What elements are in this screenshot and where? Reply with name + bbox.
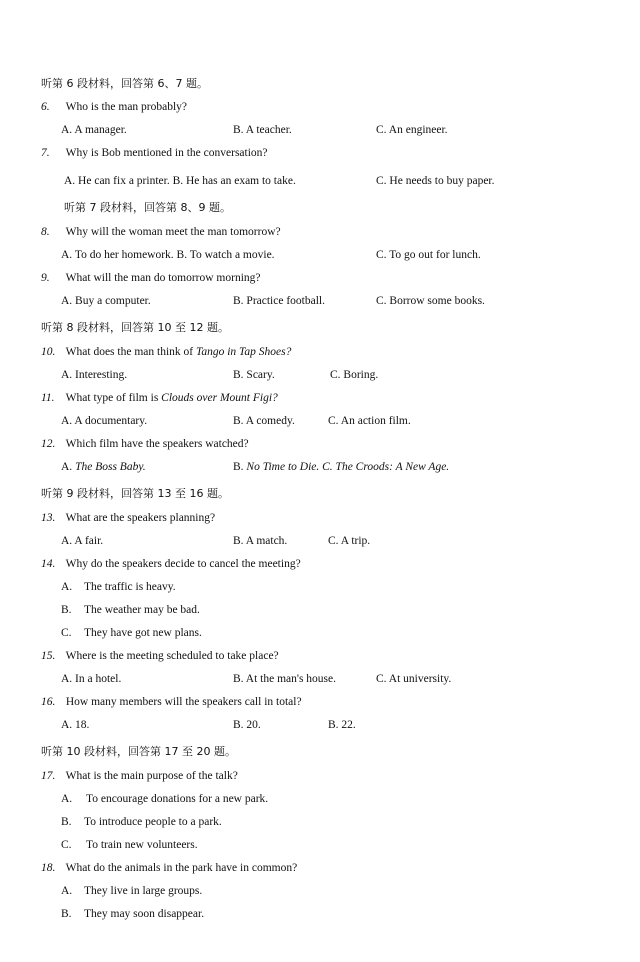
question-text: What do the animals in the park have in common? [65,862,298,874]
section-header-8: 听第 8 段材料，回答第 10 至 12 题。 [41,321,229,334]
q6-option-c: C. An engineer. [376,124,448,136]
q14-option-a-letter: A. [61,581,73,593]
q10-option-b: B. Scary. [233,369,275,381]
q9-option-a: A. Buy a computer. [61,295,151,307]
q14-option-c: They have got new plans. [84,627,202,639]
q7-option-ab: A. He can fix a printer. B. He has an exam to take. [64,175,296,187]
question-number: 6. [41,101,50,113]
question-number: 14. [41,558,56,570]
question-17 [41,769,238,783]
question-number: 10. [41,346,56,358]
q18-option-b: They may soon disappear. [84,908,205,920]
section-header-7: 听第 7 段材料，回答第 8、9 题。 [64,201,231,214]
q14-option-b: The weather may be bad. [84,604,200,616]
q11-option-c: C. An action film. [328,415,411,427]
q6-option-a: A. A manager. [61,124,127,136]
film-title: The Boss Baby. [75,461,146,473]
section-header-10: 听第 10 段材料，回答第 17 至 20 题。 [41,745,236,758]
question-12 [41,437,249,451]
section-header-9: 听第 9 段材料，回答第 13 至 16 题。 [41,487,229,500]
q14-option-c-letter: C. [61,627,72,639]
option-letter: B. [233,461,247,473]
question-18 [41,861,297,875]
question-6 [41,100,187,114]
q9-option-c: C. Borrow some books. [376,295,485,307]
q7-option-c: C. He needs to buy paper. [376,175,495,187]
q13-option-c: C. A trip. [328,535,371,547]
q10-option-c: C. Boring. [330,369,379,381]
question-text: Why is Bob mentioned in the conversation? [65,147,268,159]
option-letter: A. [61,461,76,473]
q8-option-c: C. To go out for lunch. [376,249,481,261]
q13-option-a: A. A fair. [61,535,104,547]
q13-option-b: B. A match. [233,535,288,547]
film-title: Clouds over Mount Figi? [161,392,278,404]
question-number: 16. [41,696,56,708]
q18-option-b-letter: B. [61,908,72,920]
question-number: 17. [41,770,56,782]
question-number: 18. [41,862,56,874]
q18-option-a-letter: A. [61,885,73,897]
question-text: How many members will the speakers call in total? [65,696,302,708]
q16-option-c: B. 22. [328,719,356,731]
q15-option-b: B. At the man's house. [233,673,337,685]
question-number: 11. [41,392,55,404]
q12-option-bc [233,460,449,474]
question-13 [41,511,215,525]
question-number: 15. [41,650,56,662]
q17-option-c-letter: C. [61,839,72,851]
question-number: 7. [41,147,50,159]
question-number: 9. [41,272,50,284]
film-title: C. The Croods: A New Age. [319,461,450,473]
question-text: Who is the man probably? [65,101,188,113]
q16-option-a: A. 18. [61,719,90,731]
question-8 [41,225,281,239]
q17-option-c: To train new volunteers. [86,839,198,851]
question-text: What will the man do tomorrow morning? [65,272,261,284]
question-text: What type of film is [65,392,162,404]
question-14 [41,557,301,571]
question-11 [41,391,278,405]
q10-option-a: A. Interesting. [61,369,128,381]
question-7 [41,146,268,160]
q6-option-b: B. A teacher. [233,124,292,136]
question-text: What is the main purpose of the talk? [65,770,238,782]
q18-option-a: They live in large groups. [84,885,203,897]
q16-option-b: B. 20. [233,719,261,731]
film-title: No Time to Die. [246,461,320,473]
q14-option-b-letter: B. [61,604,72,616]
q17-option-b-letter: B. [61,816,72,828]
q15-option-a: A. In a hotel. [61,673,122,685]
question-9 [41,271,261,285]
question-text: Where is the meeting scheduled to take place? [65,650,279,662]
q17-option-b: To introduce people to a park. [84,816,222,828]
q17-option-a-letter: A. [61,793,73,805]
question-16 [41,695,302,709]
question-number: 8. [41,226,50,238]
q14-option-a: The traffic is heavy. [84,581,176,593]
question-10 [41,345,291,359]
question-number: 13. [41,512,56,524]
q17-option-a: To encourage donations for a new park. [86,793,269,805]
question-text: Why will the woman meet the man tomorrow? [65,226,281,238]
q12-option-a [61,460,146,474]
q15-option-c: C. At university. [376,673,452,685]
question-text: Which film have the speakers watched? [65,438,249,450]
film-title: Tango in Tap Shoes? [195,346,292,358]
q11-option-a: A. A documentary. [61,415,148,427]
section-header-6: 听第 6 段材料，回答第 6、7 题。 [41,77,208,90]
question-text: Why do the speakers decide to cancel the meeting? [65,558,301,570]
q11-option-b: B. A comedy. [233,415,295,427]
question-text: What are the speakers planning? [65,512,216,524]
question-text: What does the man think of [65,346,196,358]
q9-option-b: B. Practice football. [233,295,325,307]
question-15 [41,649,279,663]
question-number: 12. [41,438,56,450]
q8-option-ab: A. To do her homework. B. To watch a movie. [61,249,275,261]
